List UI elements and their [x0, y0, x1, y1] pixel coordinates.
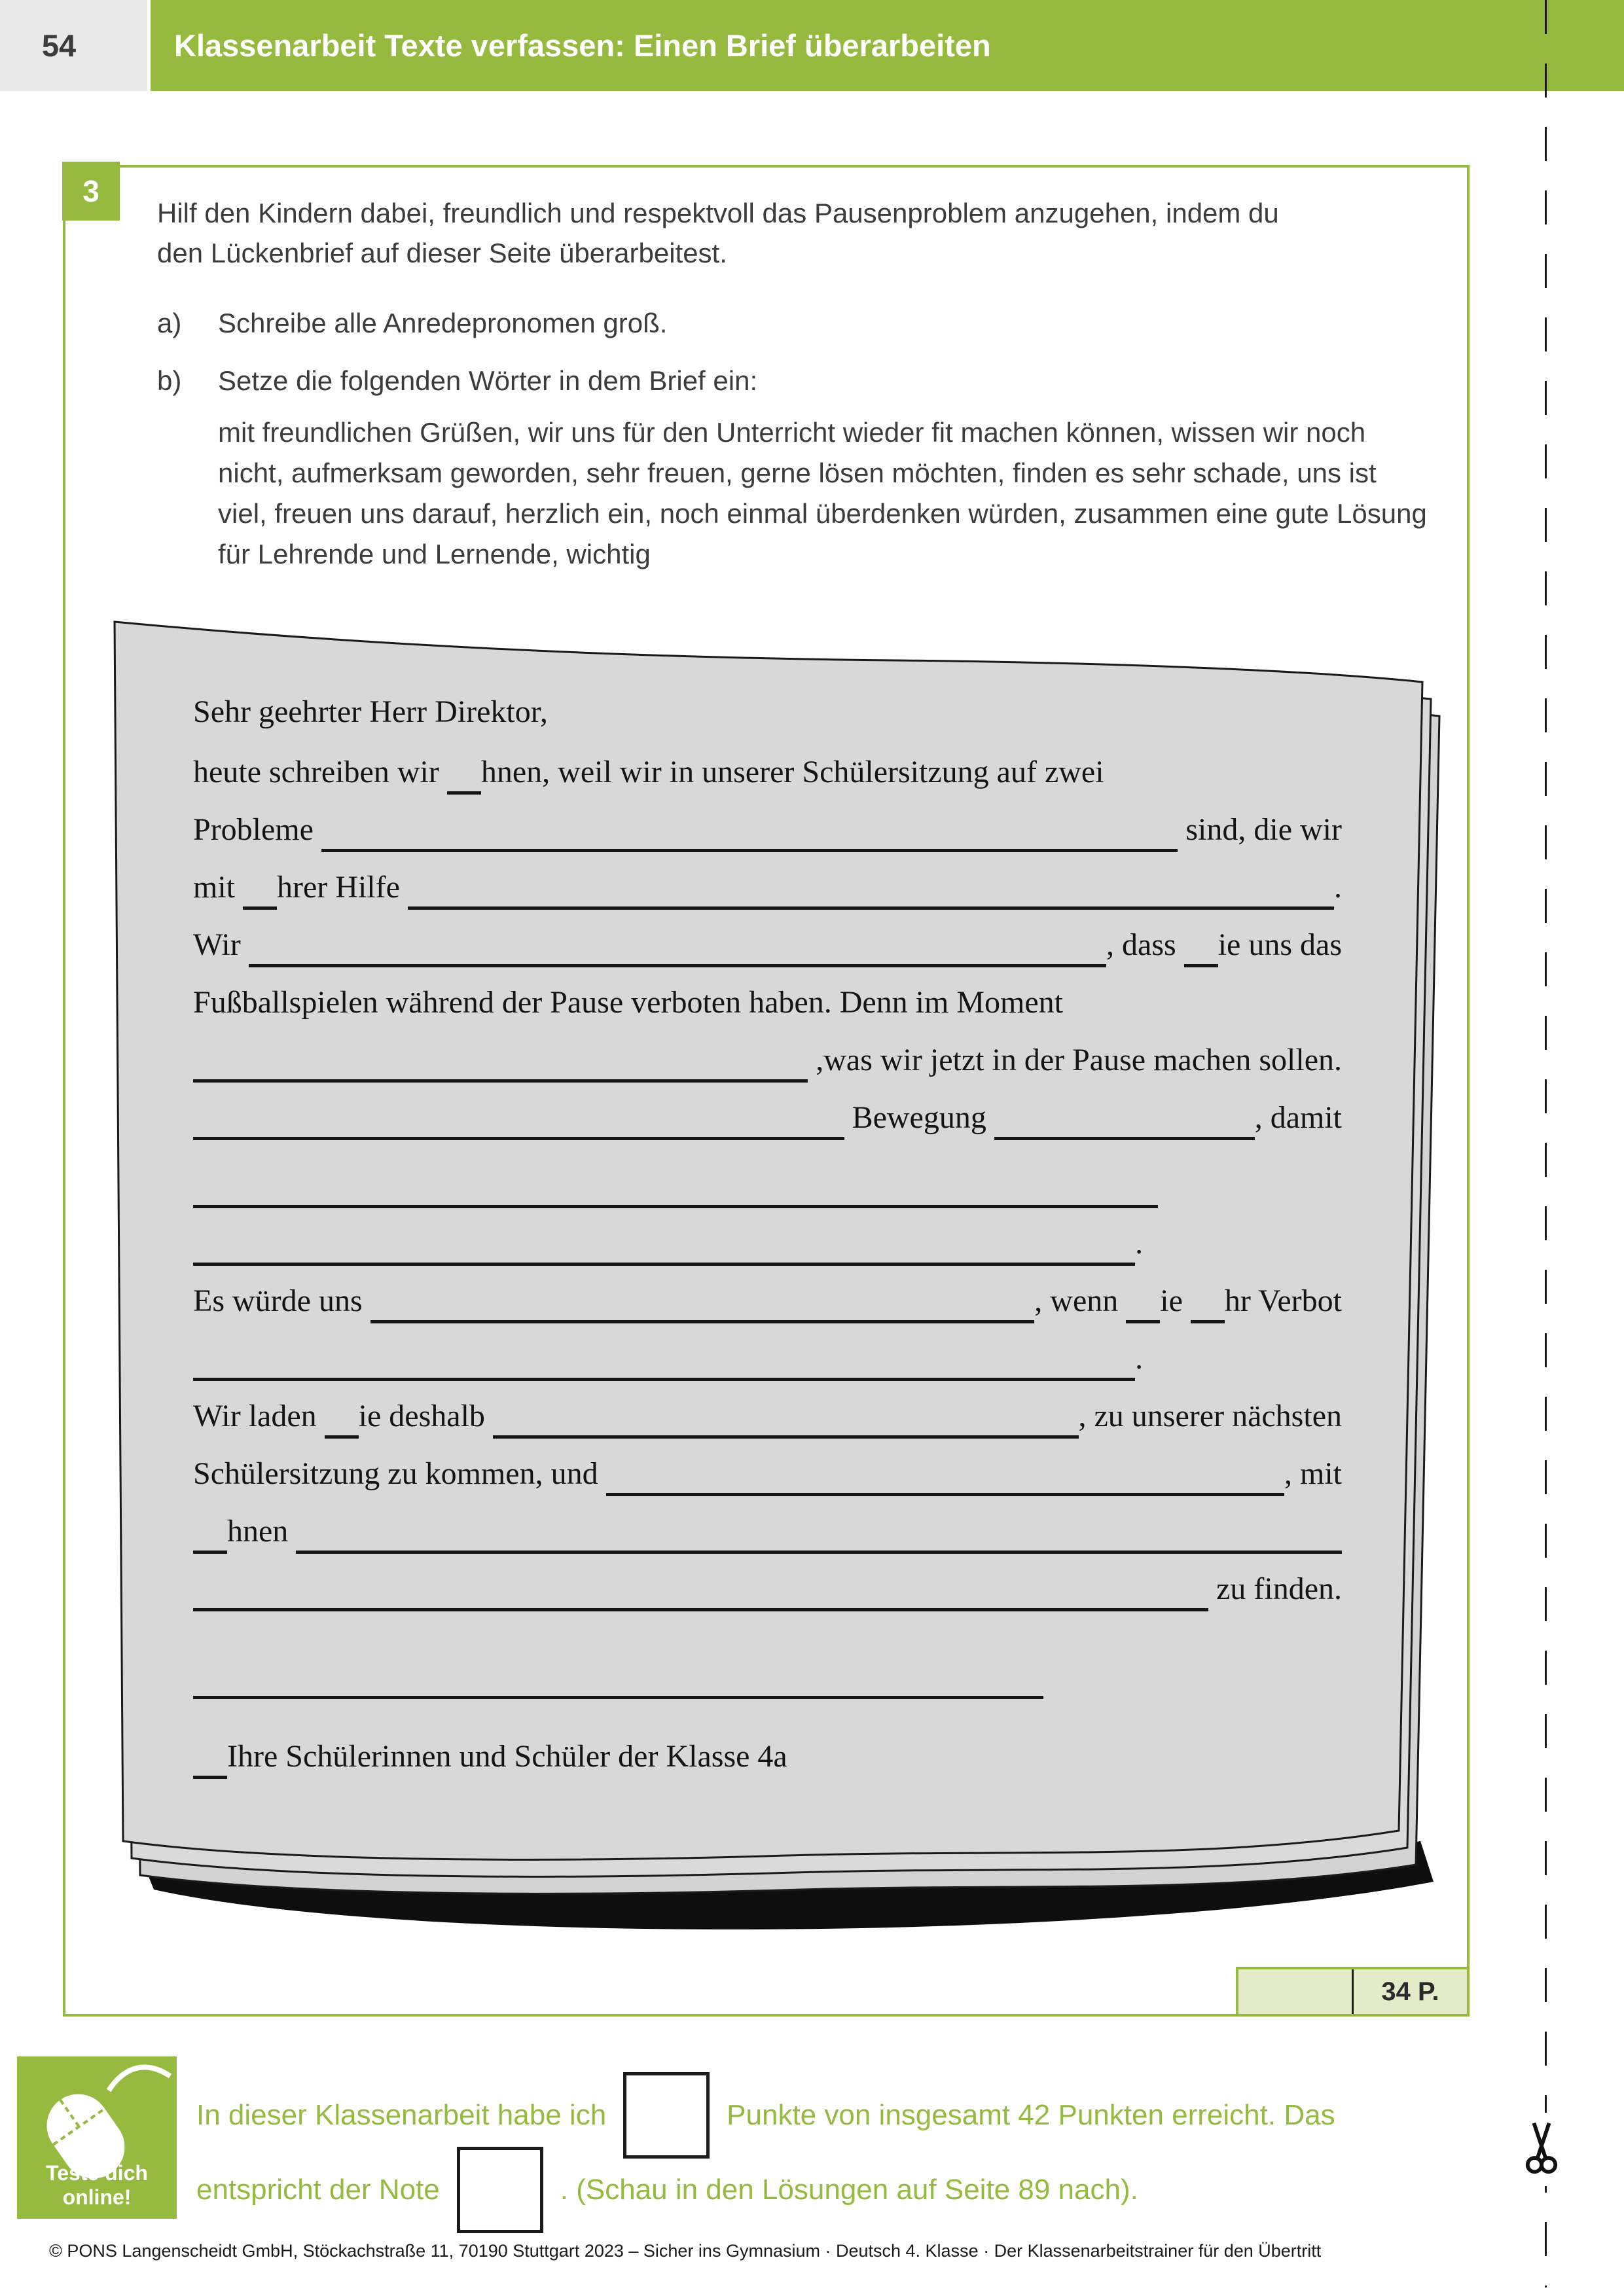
- online-badge-label: Teste dich online!: [46, 2161, 148, 2209]
- task-intro-line: den Lückenbrief auf dieser Seite überarbeitest.: [157, 238, 727, 268]
- letter-text: .: [1135, 1341, 1144, 1376]
- points-box: [1236, 1967, 1470, 2017]
- fill-in-blank[interactable]: [447, 789, 481, 795]
- letter-text: Schülersitzung zu kommen, und: [193, 1456, 606, 1491]
- score-text: . (Schau in den Lösungen auf Seite 89 nach).: [560, 2174, 1138, 2206]
- letter-text: ,was wir jetzt in der Pause machen sollen.: [808, 1043, 1342, 1077]
- letter-text: Fußballspielen während der Pause verboten haben. Denn im Moment: [193, 985, 1063, 1020]
- letter-line: [193, 982, 1342, 1018]
- letter-text: , dass: [1106, 927, 1184, 962]
- letter-text: Bewegung: [844, 1100, 994, 1135]
- teste-dich-online-badge[interactable]: [17, 2056, 177, 2219]
- letter-line: [193, 1223, 1342, 1259]
- fill-in-blank[interactable]: [606, 1491, 1284, 1496]
- fill-in-blank[interactable]: [325, 1433, 359, 1439]
- copyright-line: © PONS Langenscheidt GmbH, Stöckachstraße 11, 70190 Stuttgart 2023 – Sicher ins Gymnasium · Deutsch 4. Klasse · Der Klassenarbeitstrainer für den Übertritt: [49, 2241, 1322, 2261]
- task-number-badge: 3: [62, 162, 120, 221]
- grade-entry-box[interactable]: [457, 2147, 543, 2233]
- item-text: Schreibe alle Anredepronomen groß.: [218, 308, 668, 338]
- letter-line: [193, 1338, 1342, 1374]
- fill-in-blank[interactable]: [249, 962, 1106, 967]
- letter-text: , zu unserer nächsten: [1078, 1399, 1342, 1433]
- scissors-icon: [1520, 2113, 1563, 2186]
- fill-in-blank[interactable]: [370, 1318, 1035, 1323]
- fill-in-blank[interactable]: [193, 1203, 1158, 1208]
- task-item-b: [157, 365, 1440, 397]
- letter-text: hrer Hilfe: [277, 870, 408, 905]
- fill-in-blank[interactable]: [1191, 1318, 1225, 1323]
- points-input-cell[interactable]: [1238, 1969, 1352, 2014]
- letter-text: ie deshalb: [358, 1399, 493, 1433]
- letter-text: ie: [1160, 1283, 1191, 1318]
- letter-text: mit: [193, 870, 244, 905]
- letter-text: zu finden.: [1208, 1571, 1342, 1606]
- letter-line: [193, 1568, 1342, 1605]
- fill-in-blank[interactable]: [193, 1549, 227, 1554]
- page-number: 54: [0, 0, 147, 91]
- letter-text: .: [1135, 1226, 1144, 1261]
- letter-line: [193, 751, 1342, 788]
- letter-line: [193, 924, 1342, 961]
- score-sentence-line2: [196, 2144, 1138, 2236]
- fill-in-blank[interactable]: [243, 905, 277, 910]
- letter-text: hr Verbot: [1224, 1283, 1342, 1318]
- fill-in-blank[interactable]: [994, 1135, 1255, 1140]
- score-text: entspricht der Note: [196, 2174, 440, 2206]
- letter-text: .: [1334, 870, 1342, 905]
- letter-line: [193, 867, 1342, 903]
- item-text: Setze die folgenden Wörter in dem Brief ein:: [218, 365, 758, 396]
- letter-salutation: Sehr geehrter Herr Direktor,: [193, 694, 548, 729]
- letter-line: [193, 809, 1342, 846]
- header-bar: [151, 0, 1624, 91]
- fill-in-blank[interactable]: [296, 1549, 1342, 1554]
- letter-line: [193, 1280, 1342, 1317]
- letter-paper: [98, 612, 1453, 1960]
- letter-line: [193, 1511, 1342, 1547]
- letter-text: hnen: [227, 1514, 297, 1549]
- letter-text: ie uns das: [1218, 927, 1342, 962]
- fill-in-blank[interactable]: [193, 1606, 1208, 1611]
- fill-in-blank[interactable]: [408, 905, 1334, 910]
- fill-in-blank[interactable]: [193, 1135, 844, 1140]
- word-bank: mit freundlichen Grüßen, wir uns für den Unterricht wieder fit machen können, wissen wir noch nicht, aufmerksam geworden, sehr freuen, gerne lösen möchten, finden es sehr schade, uns ist viel, freuen uns darauf, herzlich ein, noch einmal überdenken würden, zusammen eine gute Lösung für Lehrende und Lernende, wichtig: [218, 417, 1427, 569]
- points-max-cell: [1352, 1969, 1467, 2014]
- fill-in-blank[interactable]: [193, 1261, 1135, 1266]
- fill-in-blank[interactable]: [1184, 962, 1218, 967]
- fill-in-blank[interactable]: [321, 847, 1178, 852]
- letter-text: Ihre Schülerinnen und Schüler der Klasse 4a: [227, 1739, 787, 1774]
- letter-text: heute schreiben wir: [193, 755, 447, 789]
- letter-text: hnen, weil wir in unserer Schülersitzung auf zwei: [480, 755, 1104, 789]
- letter-line: [193, 1097, 1342, 1134]
- fill-in-blank[interactable]: [193, 1774, 227, 1779]
- letter-text: sind, die wir: [1178, 812, 1342, 847]
- letter-line: [193, 1736, 1342, 1772]
- letter-text: Wir laden: [193, 1399, 325, 1433]
- letter-text: Wir: [193, 927, 249, 962]
- points-label: 34 P.: [1381, 1977, 1439, 2006]
- item-label: a): [157, 308, 182, 338]
- cut-line: [1545, 0, 1547, 2287]
- task-item-a: [157, 308, 1440, 339]
- fill-in-blank[interactable]: [193, 1376, 1135, 1381]
- page-title: Klassenarbeit Texte verfassen: Einen Brief überarbeiten: [174, 28, 991, 63]
- fill-in-blank[interactable]: [493, 1433, 1079, 1439]
- letter-body: [193, 694, 1342, 1772]
- score-text: Punkte von insgesamt 42 Punkten erreicht. Das: [727, 2099, 1335, 2131]
- fill-in-blank[interactable]: [193, 1077, 808, 1083]
- letter-line: [193, 1656, 1342, 1693]
- letter-line: [193, 1395, 1342, 1432]
- letter-text: Es würde uns: [193, 1283, 370, 1318]
- letter-line: [193, 1453, 1342, 1490]
- letter-text: Probleme: [193, 812, 321, 847]
- letter-lines: [193, 751, 1342, 1772]
- fill-in-blank[interactable]: [193, 1694, 1043, 1699]
- task-intro-line: Hilf den Kindern dabei, freundlich und respektvoll das Pausenproblem anzugehen, indem du: [157, 198, 1279, 228]
- letter-text: , wenn: [1034, 1283, 1127, 1318]
- letter-line: [193, 1039, 1342, 1076]
- item-label: b): [157, 365, 182, 396]
- letter-line: [193, 1165, 1342, 1202]
- task-intro: [157, 193, 1443, 273]
- letter-text: , damit: [1254, 1100, 1342, 1135]
- fill-in-blank[interactable]: [1126, 1318, 1160, 1323]
- letter-text: , mit: [1284, 1456, 1342, 1491]
- score-text: In dieser Klassenarbeit habe ich: [196, 2099, 607, 2131]
